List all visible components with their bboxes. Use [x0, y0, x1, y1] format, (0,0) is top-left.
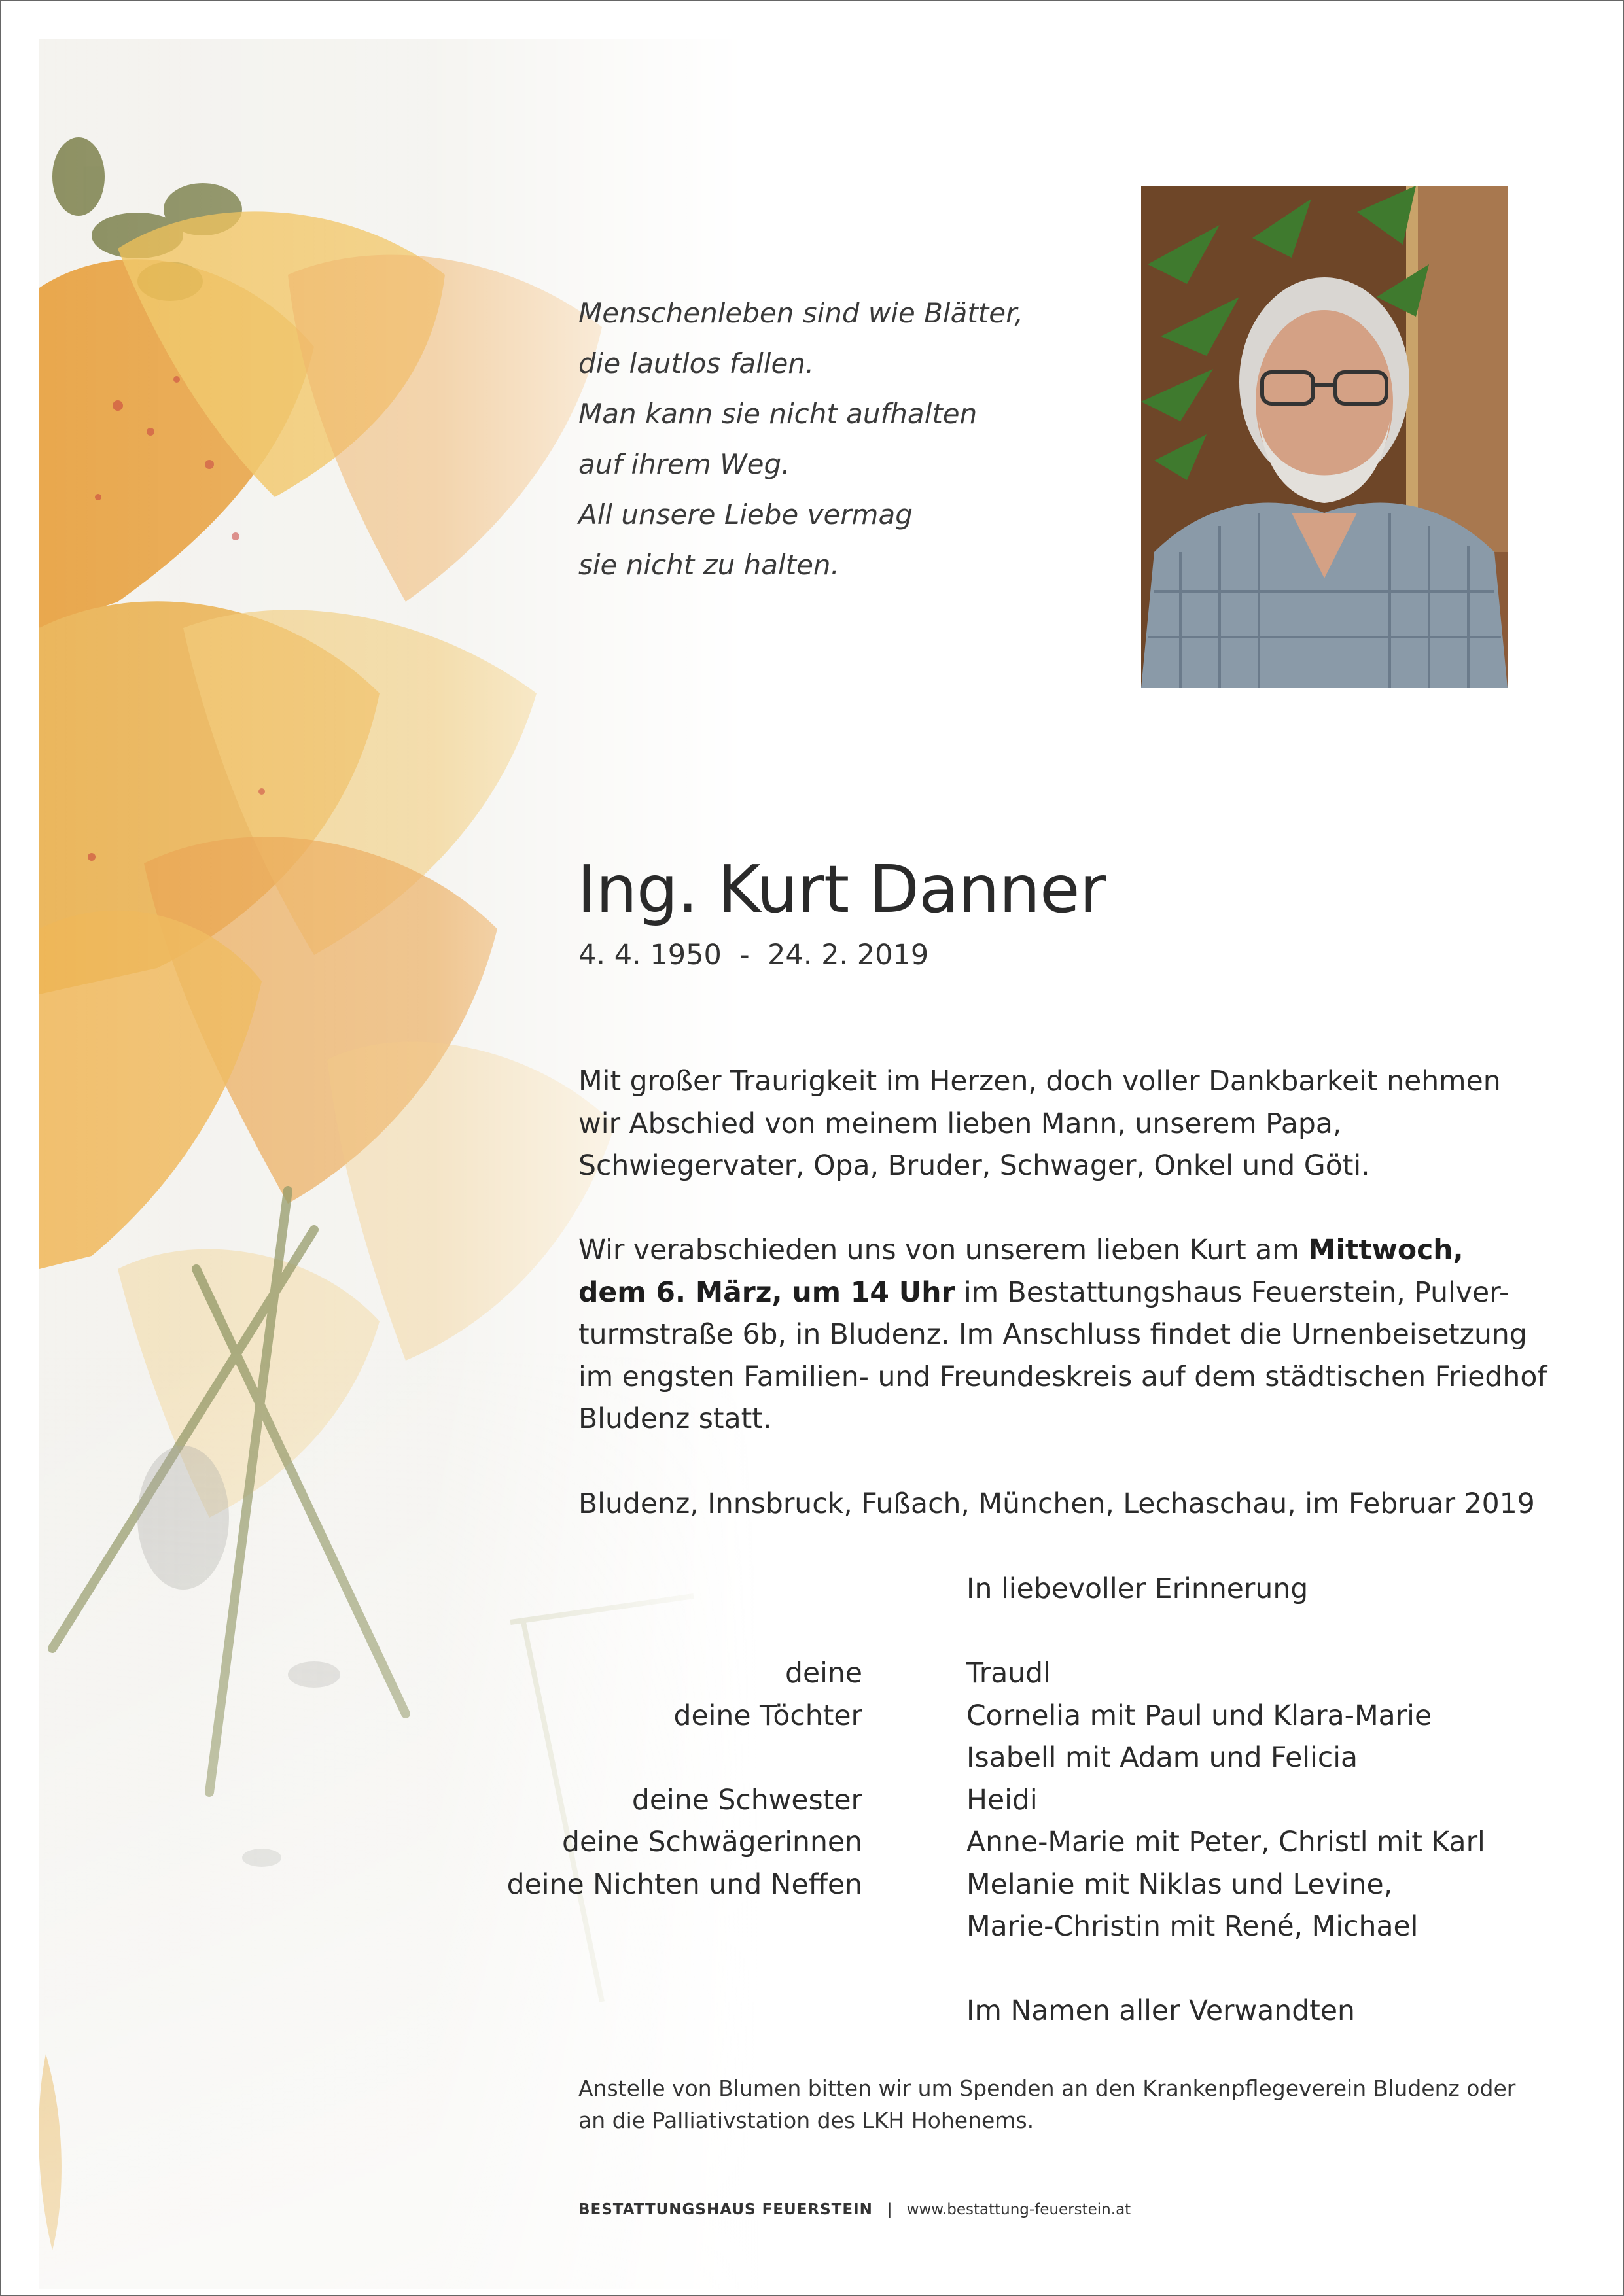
place-date: Bludenz, Innsbruck, Fußach, München, Lechaschau, im Februar 2019 — [578, 1488, 1535, 1520]
mourner-relation: deine Schwester — [631, 1784, 862, 1817]
mourner-relation: deine — [785, 1658, 862, 1690]
verse-line: All unsere Liebe vermag — [578, 498, 913, 531]
donation-line: Anstelle von Blumen bitten wir um Spenden an den Krankenpflegeverein Bludenz oder — [578, 2076, 1516, 2101]
mourner-row — [578, 1653, 1521, 1696]
mourner-name: Im Namen aller Verwandten — [966, 1995, 1355, 2027]
paragraph-line: Schwiegervater, Opa, Bruder, Schwager, Onkel und Göti. — [578, 1150, 1370, 1182]
mourner-name: Cornelia mit Paul und Klara-Marie — [966, 1699, 1432, 1732]
paragraph-text: Wir verabschieden uns von unserem lieben Kurt am — [578, 1234, 1309, 1266]
mourner-row — [578, 1737, 1521, 1780]
place-date-line — [578, 1484, 1535, 1526]
verse-line: Menschenleben sind wie Blätter, — [578, 297, 1023, 329]
portrait-photo — [1141, 186, 1508, 688]
verse-line: sie nicht zu halten. — [578, 549, 839, 581]
paragraph-line — [578, 1272, 1521, 1315]
paragraph-line: wir Abschied von meinem lieben Mann, unserem Papa, — [578, 1107, 1342, 1140]
mourner-row — [578, 1949, 1521, 1991]
announcement-paragraph — [578, 1061, 1521, 1188]
mourner-name: Marie-Christin mit René, Michael — [966, 1911, 1419, 1943]
paragraph-line: im engsten Familien- und Freundeskreis auf dem städtischen Friedhof — [578, 1361, 1547, 1393]
mourner-row — [578, 1696, 1521, 1738]
verse-line: auf ihrem Weg. — [578, 448, 790, 480]
ceremony-date-time: dem 6. März, um 14 Uhr — [578, 1276, 955, 1309]
mourner-name: Isabell mit Adam und Felicia — [966, 1742, 1358, 1774]
mourner-row — [578, 1569, 1521, 1611]
mourner-name: Heidi — [966, 1784, 1038, 1817]
footer-separator: | — [887, 2201, 892, 2218]
memorial-verse — [578, 288, 1102, 590]
donation-note — [578, 2072, 1521, 2136]
mourner-row — [562, 1822, 1521, 1864]
mourner-relation: deine Nichten und Neffen — [506, 1868, 862, 1901]
mourner-row — [506, 1864, 1521, 1907]
life-dates: 4. 4. 1950 - 24. 2. 2019 — [578, 939, 929, 971]
mourner-row — [578, 1991, 1521, 2033]
paragraph-line: Mit großer Traurigkeit im Herzen, doch voller Dankbarkeit nehmen — [578, 1066, 1501, 1098]
deceased-name: Ing. Kurt Danner — [577, 851, 1106, 928]
mourner-name: Melanie mit Niklas und Levine, — [966, 1868, 1393, 1901]
mourner-name: In liebevoller Erinnerung — [966, 1573, 1309, 1605]
mourner-row — [578, 1780, 1521, 1822]
mourner-row — [578, 1611, 1521, 1654]
ceremony-paragraph — [578, 1230, 1547, 1441]
mourner-row — [578, 1906, 1521, 1949]
footer — [578, 2199, 1131, 2220]
paragraph-text: im Bestattungshaus Feuerstein, Pulver- — [955, 1276, 1509, 1309]
paragraph-line — [578, 1230, 1521, 1272]
donation-line: an die Palliativstation des LKH Hohenems. — [578, 2108, 1034, 2133]
mourner-name: Traudl — [966, 1658, 1051, 1690]
funeral-home-website[interactable]: www.bestattung-feuerstein.at — [906, 2201, 1131, 2218]
mourner-relation: deine Schwägerinnen — [562, 1826, 862, 1858]
ceremony-day: Mittwoch, — [1308, 1234, 1464, 1266]
paragraph-line: Bludenz statt. — [578, 1403, 772, 1435]
mourner-name: Anne-Marie mit Peter, Christl mit Karl — [966, 1826, 1485, 1858]
verse-line: Man kann sie nicht aufhalten — [578, 398, 978, 430]
paragraph-line: turmstraße 6b, in Bludenz. Im Anschluss findet die Urnenbeisetzung — [578, 1319, 1527, 1351]
funeral-home-name: BESTATTUNGSHAUS FEUERSTEIN — [578, 2201, 873, 2218]
mourner-relation: deine Töchter — [673, 1699, 862, 1732]
verse-line: die lautlos fallen. — [578, 347, 815, 379]
mourners-list — [506, 1569, 1521, 2033]
